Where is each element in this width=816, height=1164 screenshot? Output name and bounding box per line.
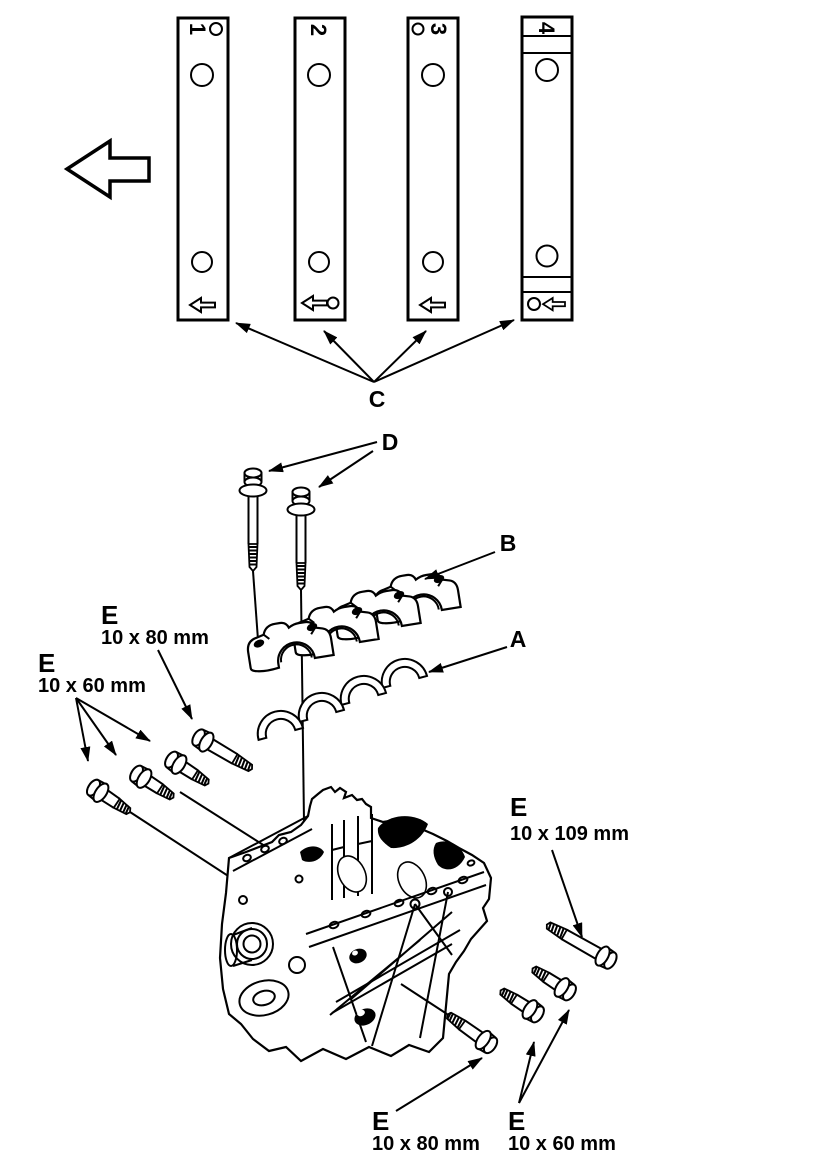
callout-c-arrows [236,320,514,382]
size-60-left: 10 x 60 mm [38,675,146,697]
bearing-shell-3 [336,671,386,705]
orientation-arrow-icon [67,141,149,197]
block-bolt-60-left-3 [162,748,215,792]
bearing-shell-2 [294,688,344,722]
bearing-cap-bolt-1 [240,469,267,572]
block-bolt-80-left [189,726,257,778]
block-bolt-109-right [542,915,620,972]
callout-e-109-right [510,792,629,937]
bearing-shell-4 [377,654,427,688]
main-bearing-caps [244,568,461,674]
block-bolt-80-bottom [441,1006,500,1057]
bearing-shell-1 [253,706,303,740]
callout-e-60-bottom [508,1010,616,1155]
block-bolt-60-left-1 [83,776,135,821]
label-d: D [381,429,399,455]
label-b: B [499,530,517,556]
callout-e-80-left [101,600,209,719]
strip-3-number: 3 [426,22,451,36]
callout-e-80-bottom [372,1058,482,1155]
bearing-cap-bolt-2 [288,488,315,591]
callout-d-arrows [269,442,377,487]
bearing-cap-strip-1 [178,18,228,320]
callout-b-arrow [425,552,495,579]
block-bolt-60-right-1 [527,960,580,1004]
size-109-right: 10 x 109 mm [510,823,629,845]
strip-4-number: 4 [534,21,559,35]
bearing-cap-strip-4 [522,17,572,320]
label-e-109-right: E [510,792,528,822]
strip-2-number: 2 [306,23,331,37]
block-bolt-60-right-2 [495,982,548,1026]
size-60-bottom: 10 x 60 mm [508,1133,616,1155]
label-c: C [368,386,386,412]
callout-a-arrow [429,647,507,672]
strip-1-number: 1 [185,22,210,36]
callout-e-60-left [38,648,150,761]
label-e-80-bottom: E [372,1106,390,1136]
label-e-60-bottom: E [508,1106,526,1136]
label-a: A [509,626,527,652]
size-80-left: 10 x 80 mm [101,627,209,649]
bearing-cap-strip-3 [408,18,458,320]
bearing-cap-strip-2 [295,18,345,320]
label-e-60-left: E [38,648,56,678]
size-80-bottom: 10 x 80 mm [372,1133,480,1155]
label-e-80-left: E [101,600,119,630]
